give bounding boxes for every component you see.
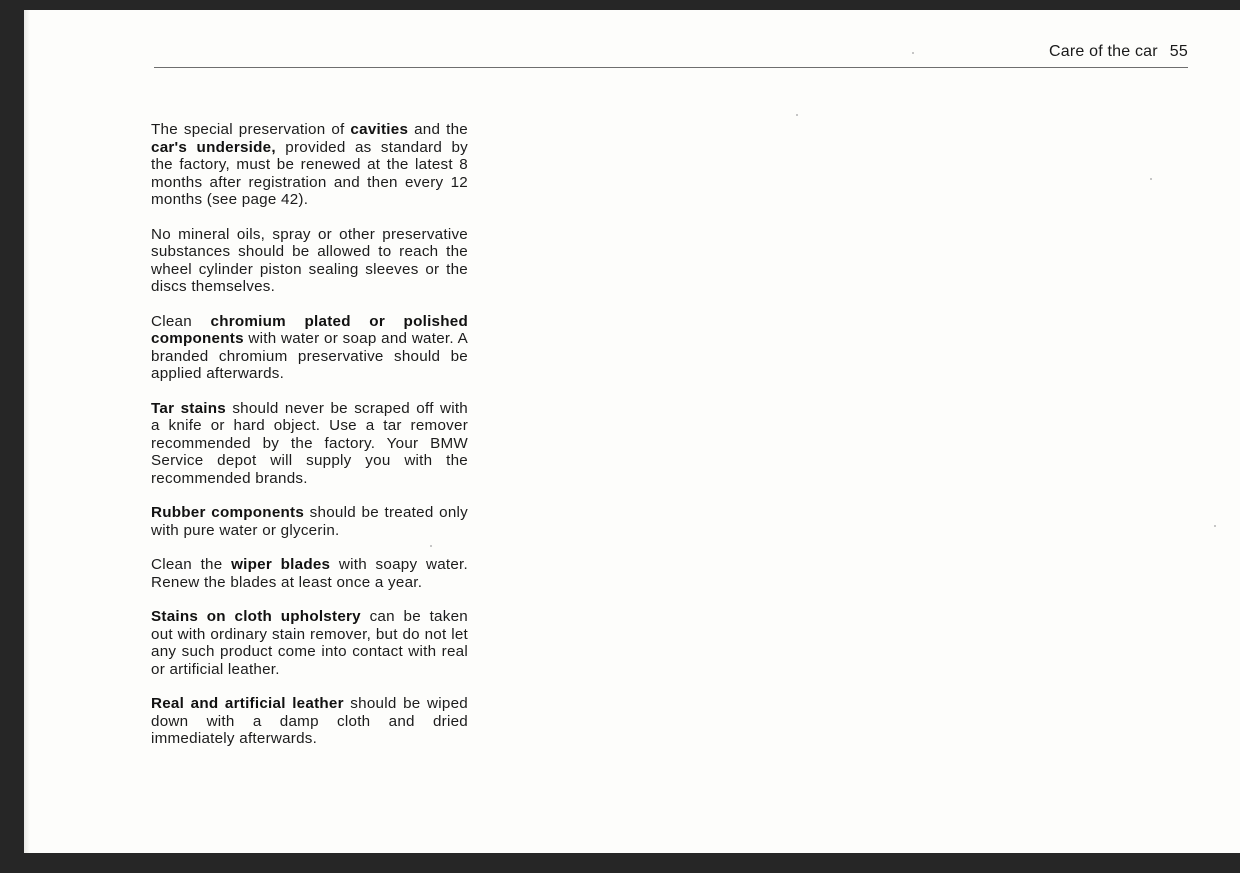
page-binding-edge bbox=[24, 10, 30, 853]
bold-term-tar-stains: Tar stains bbox=[151, 399, 226, 417]
section-title: Care of the car bbox=[1048, 43, 1158, 60]
bold-term-cavities: cavities bbox=[350, 121, 409, 138]
bold-term-wiper-blades: wiper blades bbox=[231, 556, 331, 573]
scan-speck bbox=[430, 545, 432, 547]
bold-term-cloth-upholstery: Stains on cloth upholstery bbox=[151, 608, 361, 625]
text-run: Clean the bbox=[151, 556, 232, 573]
paragraph-chromium bbox=[151, 313, 468, 383]
text-run: should be treated only with pure water or glycerin. bbox=[151, 504, 468, 539]
text-run: The special preservation of bbox=[151, 121, 351, 138]
paragraph-rubber bbox=[151, 504, 468, 539]
header-rule bbox=[154, 67, 1188, 68]
scan-speck bbox=[912, 52, 914, 54]
text-run: can be taken out with ordinary stain remover, but do not let any such product come into contact with real or artificial leather. bbox=[151, 608, 468, 678]
running-head bbox=[1049, 43, 1188, 61]
text-run: No mineral oils, spray or other preservative substances should be allowed to reach the wheel cylinder piston sealing sleeves or the discs themselves. bbox=[151, 225, 468, 295]
text-run: provided as standard by the factory, must be renewed at the latest 8 months after registration and then every 12 months (see page 42). bbox=[151, 138, 468, 208]
paragraph-mineral-oils bbox=[151, 226, 468, 296]
text-run: with water or soap and water. A branded chromium preservative should be applied afterwards. bbox=[151, 330, 468, 382]
text-run: should never be scraped off with a knife or hard object. Use a tar remover recommended by the factory. Your BMW Service depot will supply you with the recommended brands. bbox=[151, 399, 468, 487]
text-run: and the bbox=[408, 121, 468, 138]
scan-speck bbox=[1150, 178, 1152, 180]
paragraph-cavities-underside bbox=[151, 121, 468, 209]
body-text-column bbox=[151, 121, 468, 765]
bold-term-chromium-components: chromium plated or polished components bbox=[151, 312, 468, 347]
bold-term-rubber-components: Rubber components bbox=[151, 504, 305, 521]
text-run: should be wiped down with a damp cloth and dried immediately afterwards. bbox=[151, 695, 468, 747]
text-run: with soapy water. Renew the blades at least once a year. bbox=[151, 556, 468, 591]
paragraph-leather bbox=[151, 695, 468, 748]
paragraph-wiper-blades bbox=[151, 556, 468, 591]
paragraph-tar-stains bbox=[151, 400, 468, 488]
page-number: 55 bbox=[1169, 43, 1188, 60]
bold-term-leather: Real and artificial leather bbox=[151, 695, 344, 712]
scan-speck bbox=[1214, 525, 1216, 527]
paragraph-cloth-upholstery bbox=[151, 608, 468, 678]
scan-speck bbox=[796, 114, 798, 116]
text-run: Clean bbox=[151, 312, 211, 330]
bold-term-cars-underside: car's underside, bbox=[151, 138, 276, 156]
